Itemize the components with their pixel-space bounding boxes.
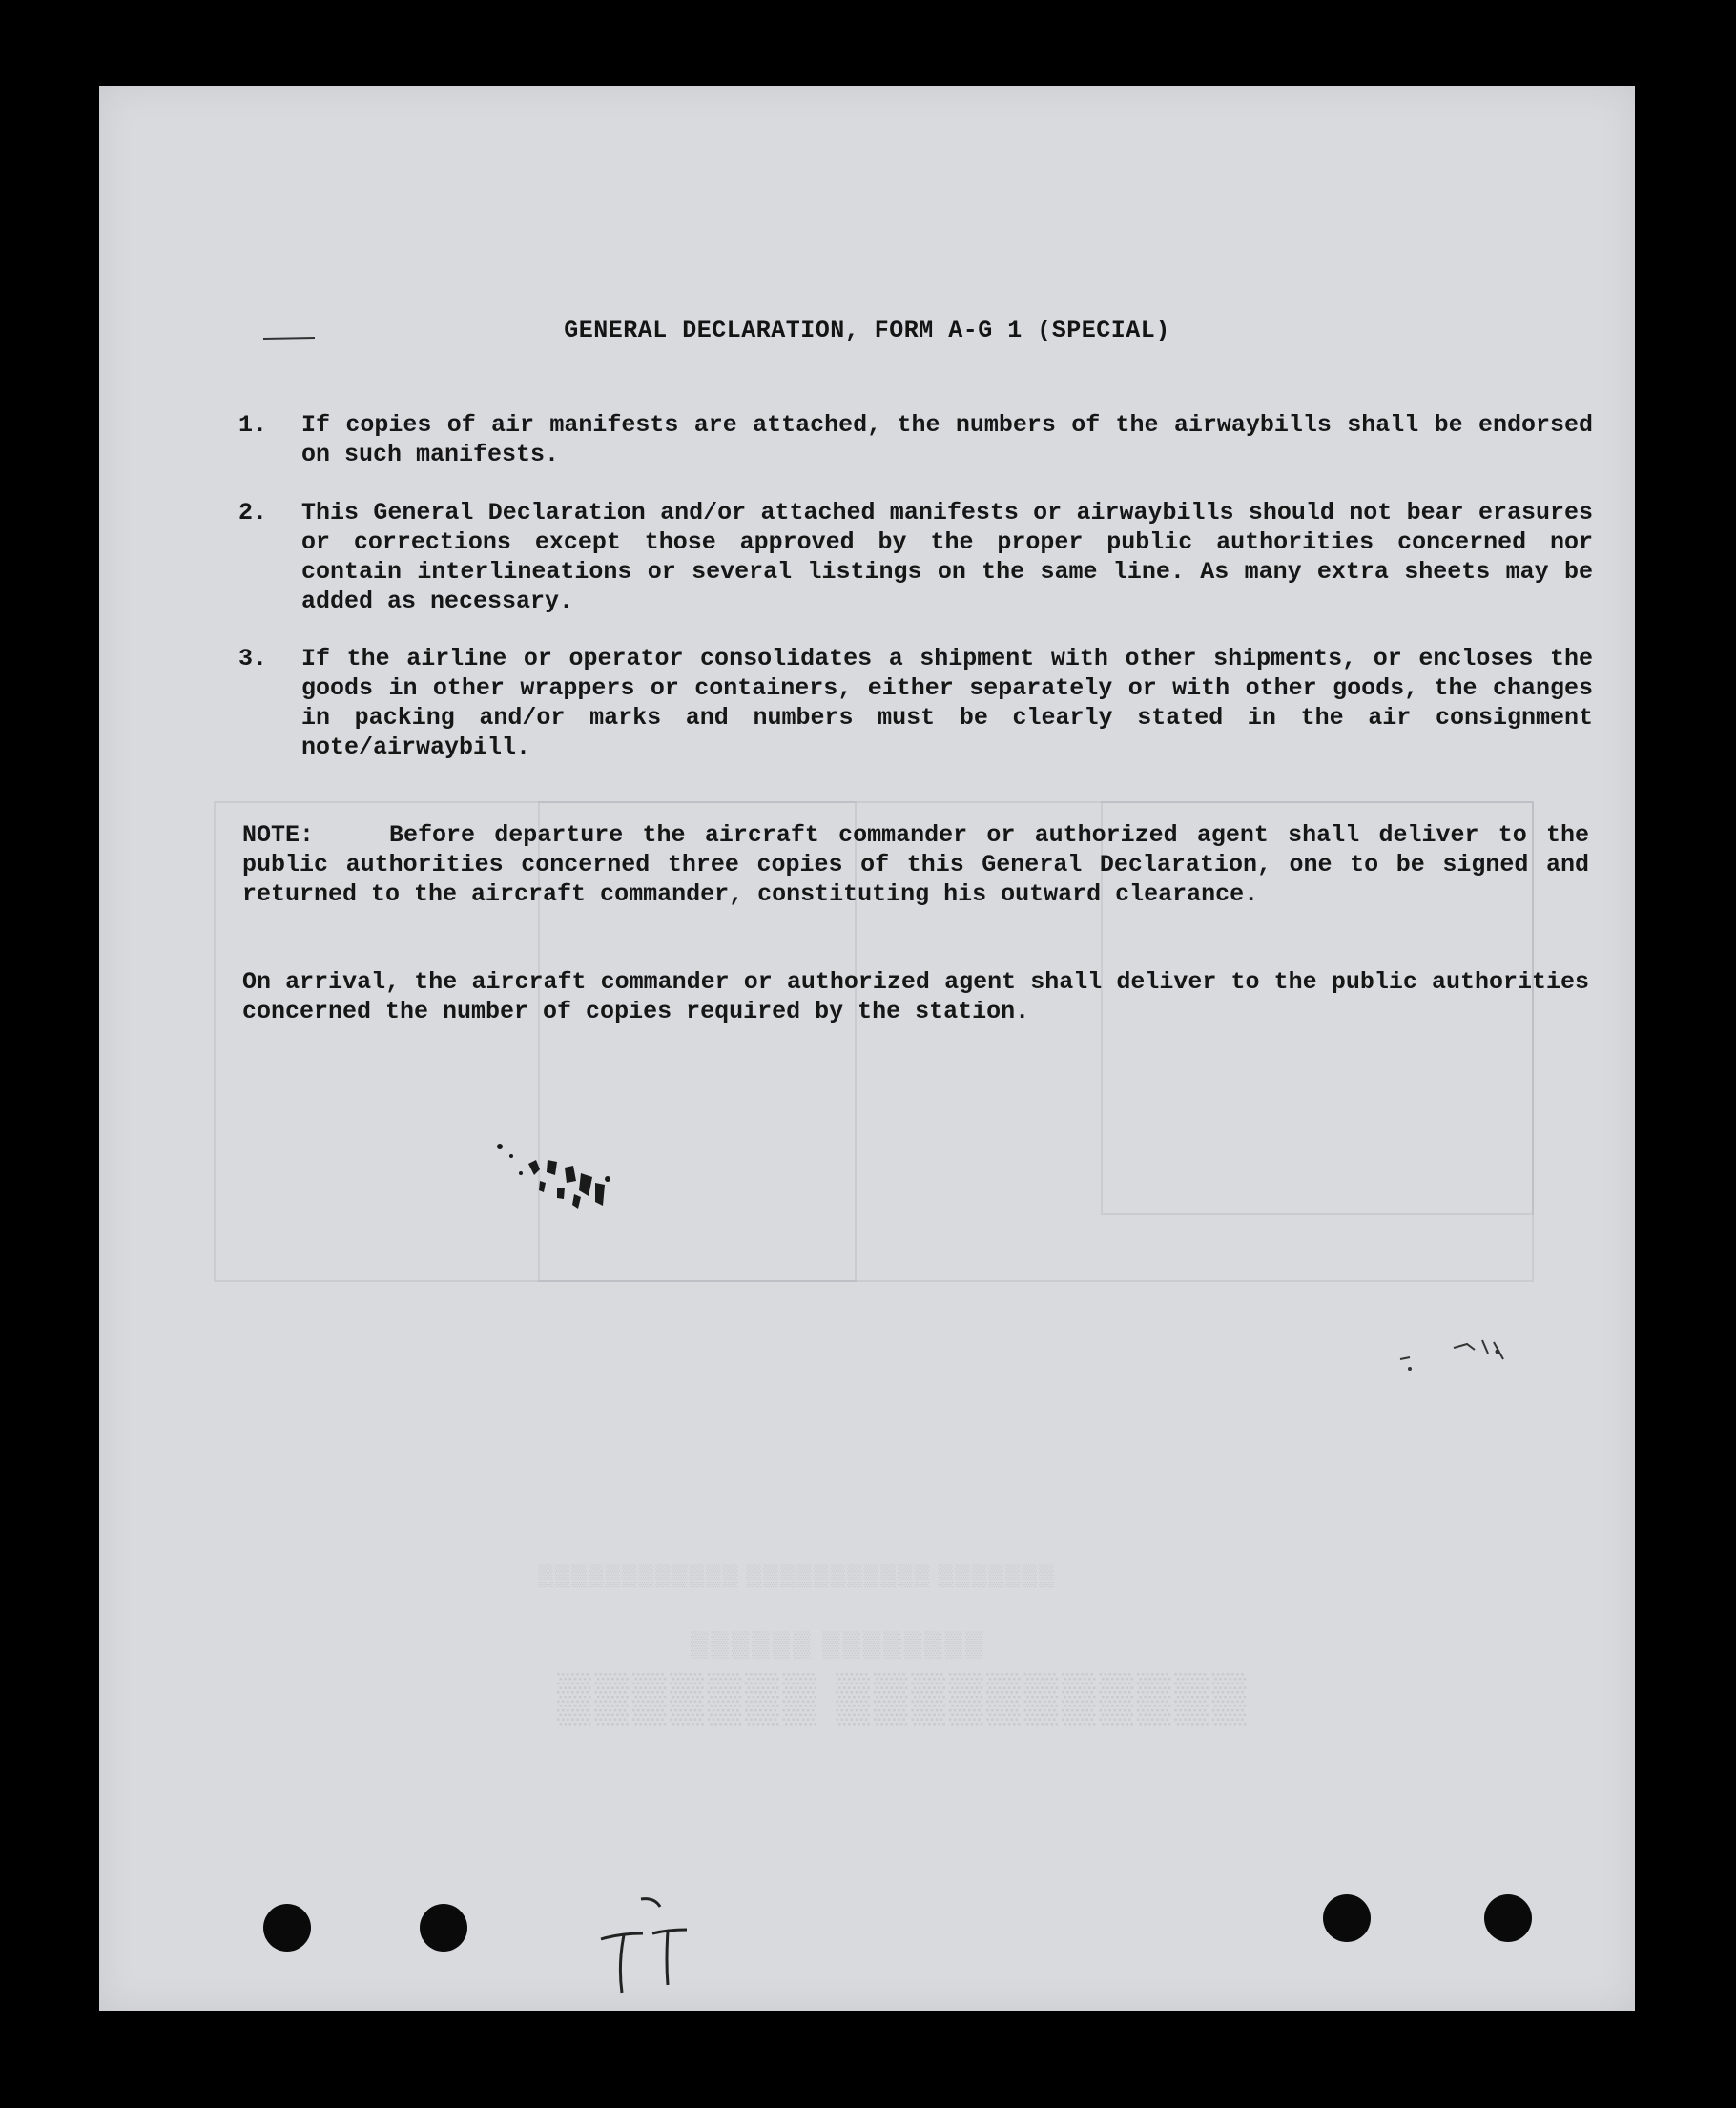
note-text: Before departure the aircraft commander or authorized agent shall deliver to the public authorities concerned three copies of this General Declaration, one to be signed and returned to the aircraft commander, constituting his outward clearance. xyxy=(242,821,1589,908)
punch-hole xyxy=(1323,1894,1371,1942)
list-item-text: This General Declaration and/or attached manifests or airwaybills should not bear erasures or corrections except those approved by the proper public authorities concerned nor contain interlineations or several listings on the same line. As many extra sheets may be added as necessary. xyxy=(301,499,1593,615)
punch-hole xyxy=(1484,1894,1532,1942)
handwritten-mark xyxy=(595,1893,700,1998)
note-label: NOTE: xyxy=(242,821,315,849)
ink-smudge-stamp xyxy=(490,1135,624,1240)
list-item-3 xyxy=(238,644,1593,762)
punch-hole xyxy=(263,1904,311,1952)
list-item-number: 1. xyxy=(238,411,268,439)
dash-mark xyxy=(261,334,319,343)
punch-hole xyxy=(420,1904,467,1952)
arrival-paragraph: On arrival, the aircraft commander or authorized agent shall deliver to the public authorities concerned the number of copies required by the station. xyxy=(242,968,1589,1025)
show-through-heading: ▒▒▒▒▒▒▒ ▒▒▒▒▒▒▒▒▒▒▒ xyxy=(557,1675,1250,1728)
page-title: GENERAL DECLARATION, FORM A-G 1 (SPECIAL) xyxy=(564,317,1170,344)
list-item-number: 2. xyxy=(238,499,268,527)
pencil-mark xyxy=(1396,1331,1511,1378)
list-item-1 xyxy=(238,410,1593,469)
list-item-2 xyxy=(238,498,1593,616)
note-paragraph xyxy=(242,820,1589,909)
list-item-text: If copies of air manifests are attached, the numbers of the airwaybills shall be endorsed on such manifests. xyxy=(301,411,1593,468)
show-through-subheading: ▒▒▒▒▒▒ ▒▒▒▒▒▒▒▒ xyxy=(691,1632,986,1660)
list-item-number: 3. xyxy=(238,645,268,672)
document-page xyxy=(99,86,1635,2011)
list-item-text: If the airline or operator consolidates a shipment with other shipments, or encloses the goods in other wrappers or containers, either separately or with other goods, the changes in packing and/or marks and numbers must be clearly stated in the air consignment note/airwaybill. xyxy=(301,645,1593,761)
show-through-line: ▒▒▒▒▒▒▒▒▒▒▒▒ ▒▒▒▒▒▒▒▒▒▒▒ ▒▒▒▒▒▒▒ xyxy=(538,1565,1056,1589)
